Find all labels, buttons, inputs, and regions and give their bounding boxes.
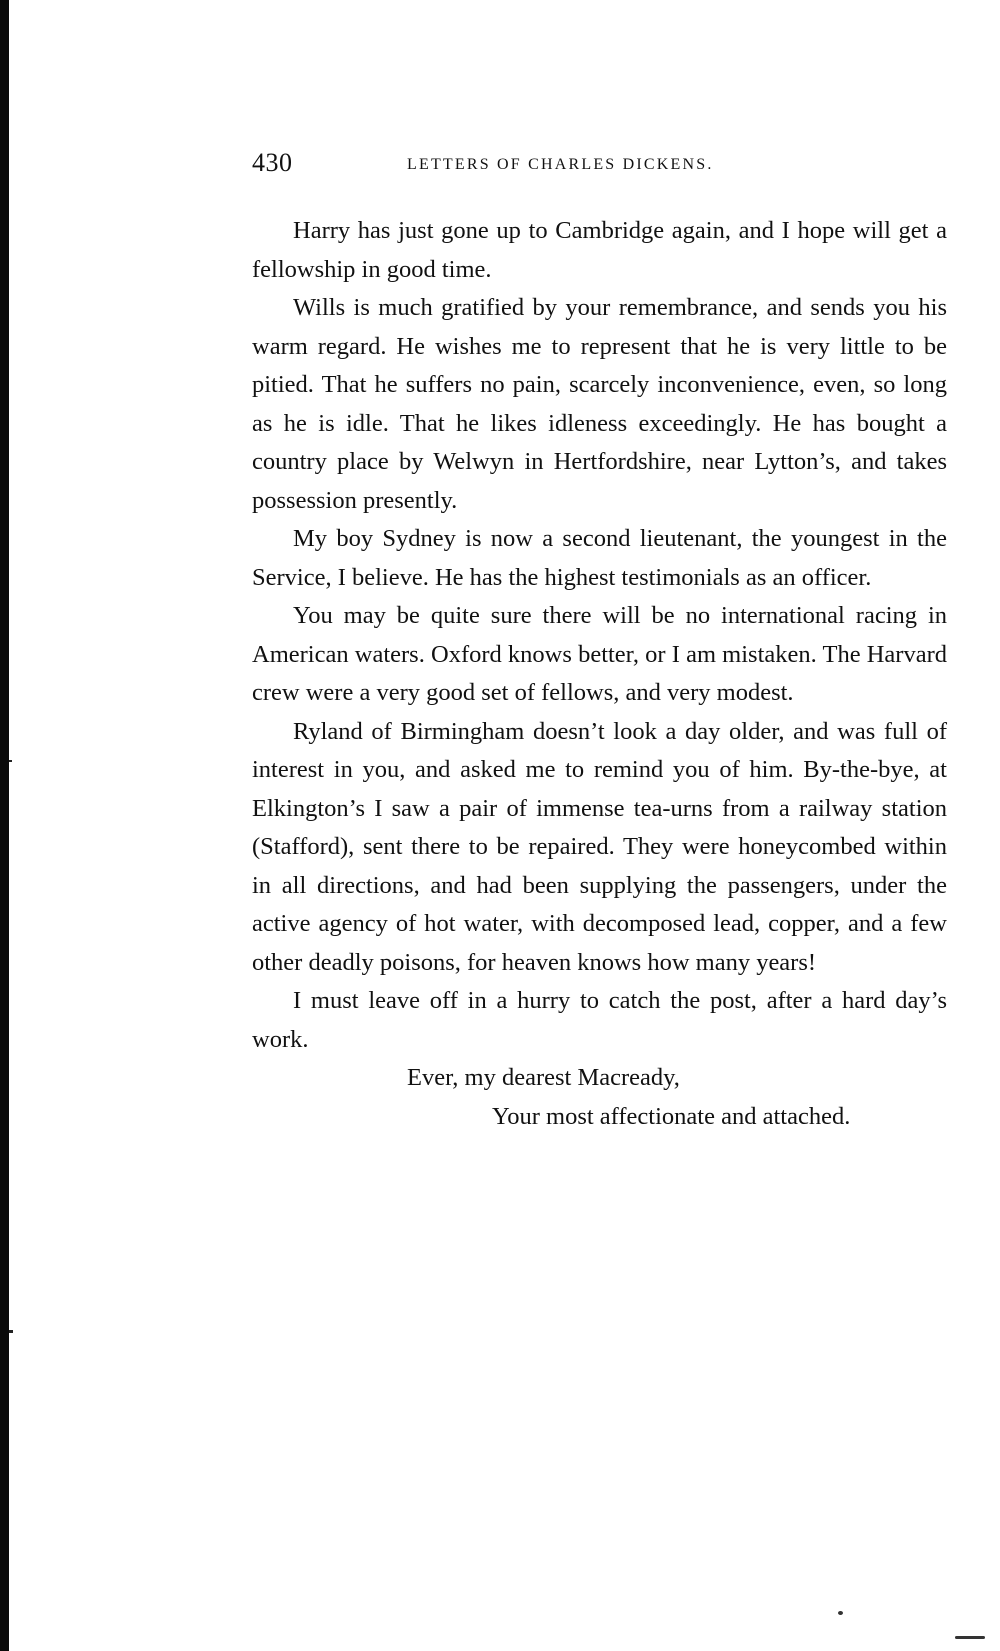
scan-speck [838,1611,843,1615]
paragraph: Wills is much gratified by your remembrance, and sends you his warm regard. He wishes me to represent that he is very little to be pitied. That he suffers no pain, scarcely inconvenience, even, so long as he is idle. That he likes idleness exceedingly. He has bought a country place by Welwyn in Hertfordshire, near Lytton’s, and takes possession presently. [252,294,947,514]
closing-salutation: Ever, my dearest Macready, [407,1064,680,1091]
page-binding-edge [0,0,9,1651]
paragraph: My boy Sydney is now a second lieutenant, the youngest in the Service, I believe. He has the highest testimonials as an officer. [252,525,947,591]
paragraph: Harry has just gone up to Cambridge again, and I hope will get a fellowship in good time. [252,217,947,283]
scan-speck [955,1636,985,1639]
page-number: 430 [252,148,293,177]
letter-closing [252,1059,947,1136]
letter-body [252,212,947,1059]
binding-speck [9,760,12,762]
paragraph: You may be quite sure there will be no international racing in American waters. Oxford knows better, or I am mistaken. The Harvard crew were a very good set of fellows, and very modest. [252,602,947,706]
running-title: LETTERS OF CHARLES DICKENS. [407,156,714,173]
paragraph: Ryland of Birmingham doesn’t look a day older, and was full of interest in you, and asked me to remind you of him. By-the-bye, at Elkington’s I saw a pair of immense tea-urns from a railway station (Stafford), sent there to be repaired. They were honeycombed within in all directions, and had been supplying the passengers, under the active agency of hot water, with decomposed lead, copper, and a few other deadly poisons, for heaven knows how many years! [252,717,947,976]
paragraph: I must leave off in a hurry to catch the post, after a hard day’s work. [252,987,947,1053]
running-head [252,148,947,188]
closing-signoff: Your most affectionate and attached. [492,1102,851,1130]
binding-speck [9,1330,13,1333]
book-page [252,148,947,1136]
